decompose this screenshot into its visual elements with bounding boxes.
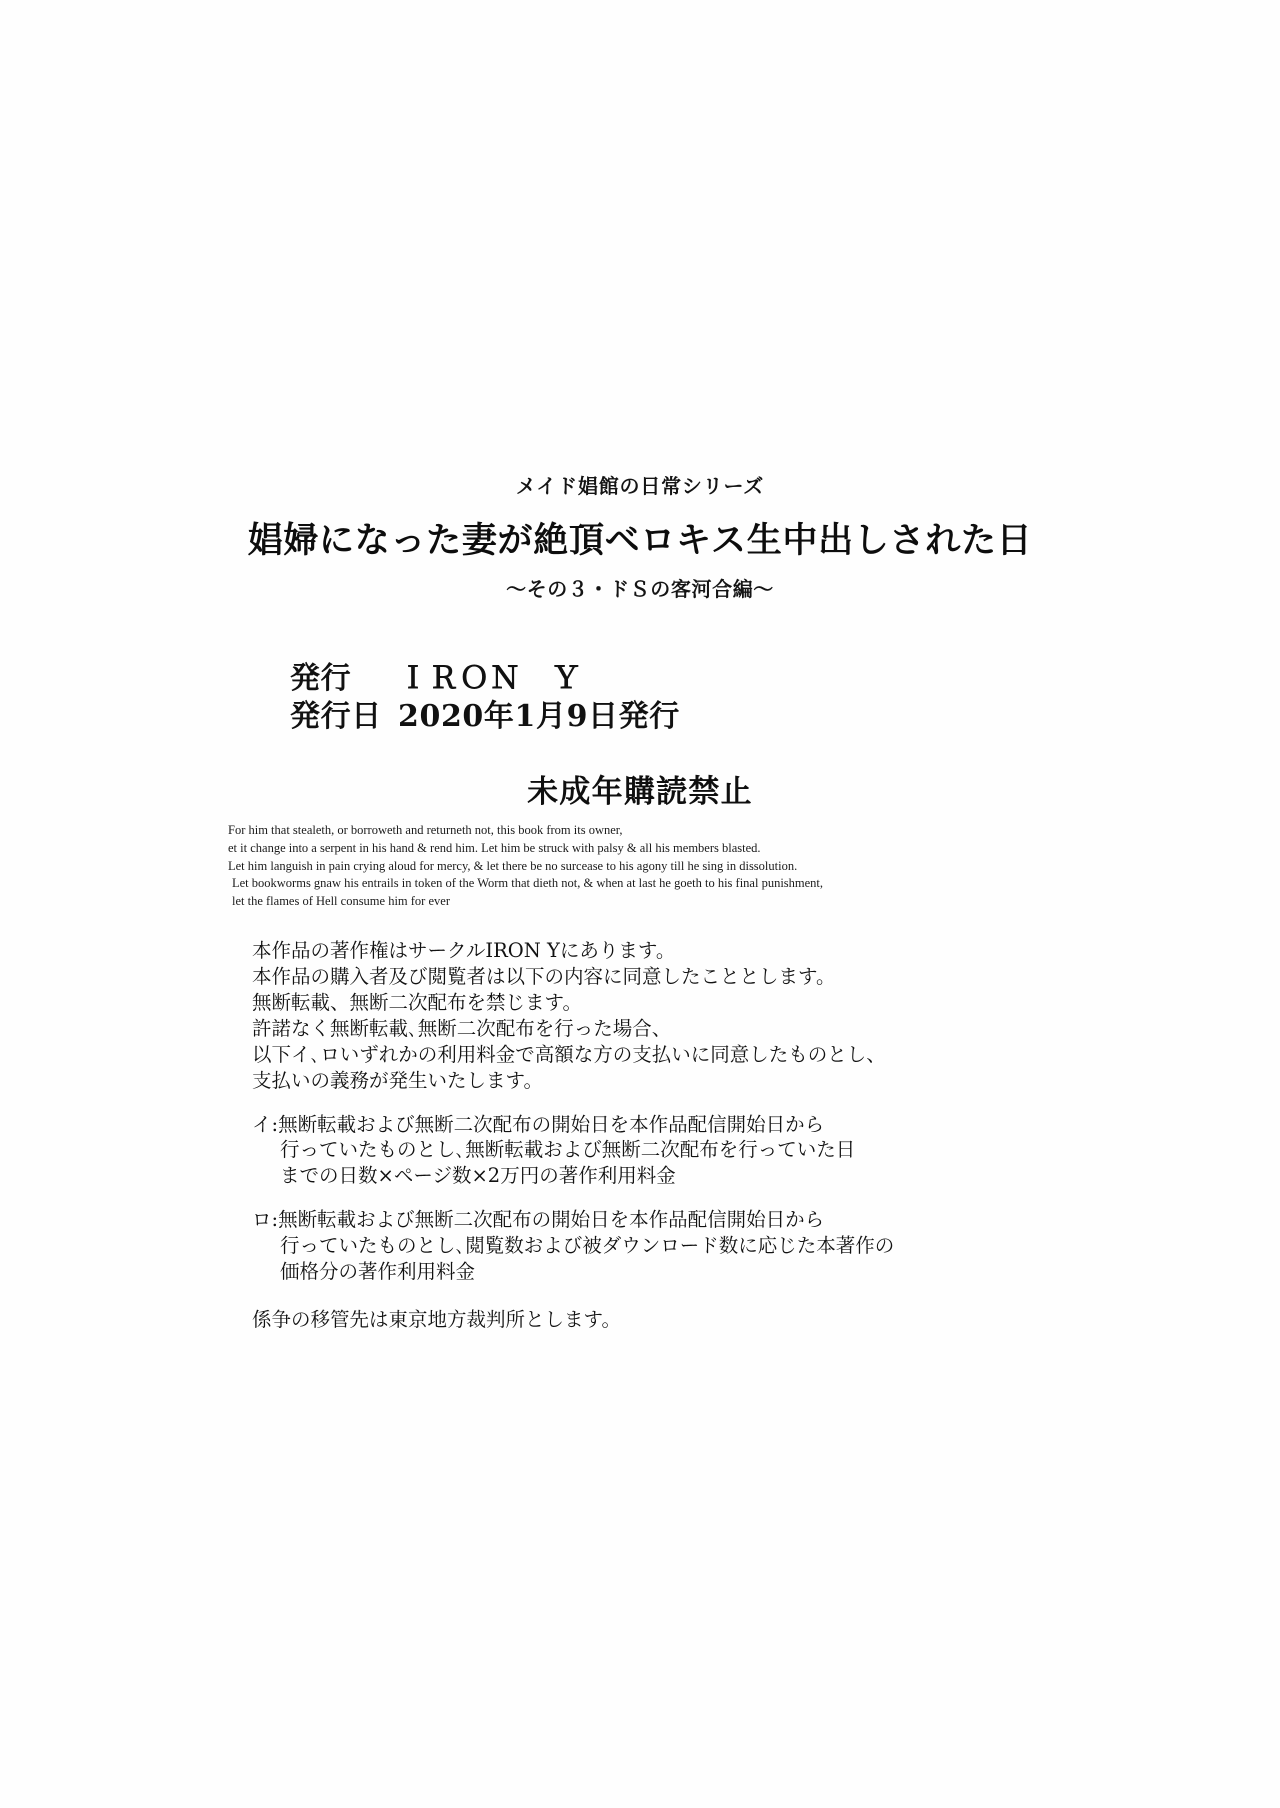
spacer bbox=[252, 1094, 1032, 1112]
rights-line-1: 本作品の著作権はサークルIRON Yにあります。 bbox=[252, 939, 676, 962]
publisher-value: ＩＲＯＮ Ｙ bbox=[398, 661, 582, 696]
rights-line-3: 無断転載、無断二次配布を禁じます。 bbox=[252, 990, 582, 1014]
rights-line-4: 許諾なく無断転載､無断二次配布を行った場合、 bbox=[252, 1016, 672, 1040]
curse-line-5: let the flames of Hell consume him for ever bbox=[232, 894, 450, 908]
curse-line-4: Let bookworms gnaw his entrails in token of the Worm that dieth not, & when at last he goeth to his final punishment, bbox=[232, 876, 824, 891]
publish-date-label: 発行日 bbox=[290, 698, 382, 734]
spacer bbox=[252, 1189, 1032, 1207]
rights-notice bbox=[252, 938, 1032, 1333]
clause-ro-line-2: 行っていたものとし､閲覧数および被ダウンロード数に応じた本著作の bbox=[280, 1234, 895, 1258]
title-block bbox=[0, 470, 1280, 602]
clause-i-line-2: 行っていたものとし､無断転載および無断二次配布を行っていた日 bbox=[280, 1138, 856, 1162]
page-title: 娼婦になった妻が絶頂ベロキス生中出しされた日 bbox=[247, 520, 1033, 561]
clause-i-line-1: イ:無断転載および無断二次配布の開始日を本作品配信開始日から bbox=[252, 1112, 825, 1136]
curse-line-1: For him that stealeth, or borroweth and returneth not, this book from its owner, bbox=[228, 823, 623, 837]
publish-date-value: 2020年1月9日発行 bbox=[398, 698, 680, 734]
publisher-info bbox=[290, 660, 680, 735]
curse-line-2: et it change into a serpent in his hand & rend him. Let him be struck with palsy & all his members blasted. bbox=[228, 840, 761, 855]
publish-date-row bbox=[290, 698, 680, 736]
curse-text-block bbox=[228, 822, 1058, 911]
jurisdiction-line: 係争の移管先は東京地方裁判所とします。 bbox=[252, 1308, 621, 1332]
clause-i-line-3: までの日数×ページ数×2万円の著作利用料金 bbox=[280, 1164, 676, 1188]
age-restriction-notice: 未成年購読禁止 bbox=[527, 774, 753, 810]
rights-line-6: 支払いの義務が発生いたします。 bbox=[252, 1068, 543, 1092]
publisher-row bbox=[290, 660, 680, 698]
rights-line-2: 本作品の購入者及び閲覧者は以下の内容に同意したこととします。 bbox=[252, 964, 836, 988]
clause-ro-line-1: ロ:無断転載および無断二次配布の開始日を本作品配信開始日から bbox=[252, 1208, 825, 1232]
subtitle: 〜その３・ドＳの客河合編〜 bbox=[506, 577, 774, 601]
clause-ro-line-3: 価格分の著作利用料金 bbox=[280, 1260, 476, 1284]
publisher-label: 発行 bbox=[290, 661, 352, 696]
curse-line-3: Let him languish in pain crying aloud for mercy, & let there be no surcease to his agony till he sing in dissolution. bbox=[228, 858, 798, 873]
series-label: メイド娼館の日常シリーズ bbox=[515, 474, 765, 498]
rights-line-5: 以下イ､ロいずれかの利用料金で高額な方の支払いに同意したものとし、 bbox=[252, 1042, 886, 1066]
